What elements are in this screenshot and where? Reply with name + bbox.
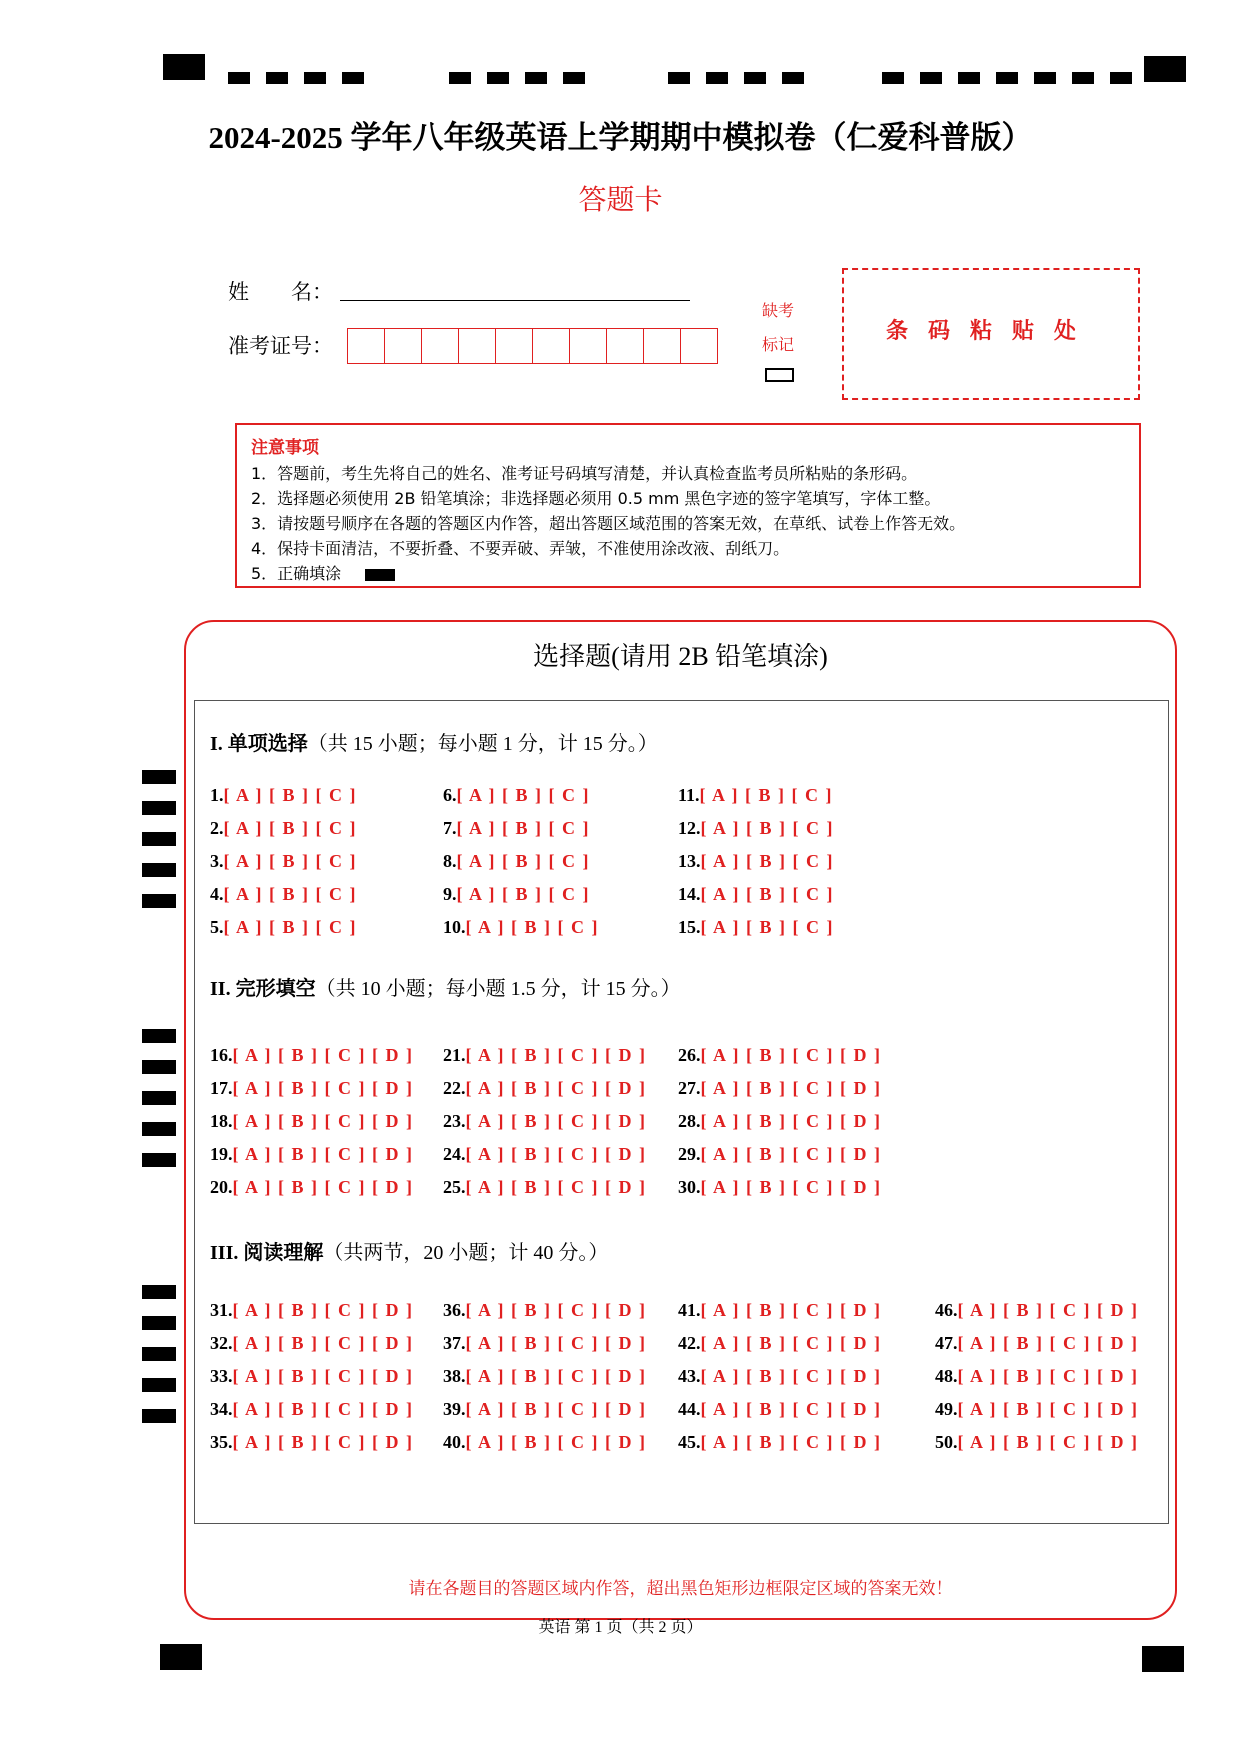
answer-options[interactable]: [ A ] [ B ] [ C ]	[456, 818, 590, 838]
question-number: 4.	[210, 884, 224, 904]
name-field[interactable]	[340, 298, 690, 301]
alignment-mark	[525, 72, 547, 84]
alignment-mark	[996, 72, 1018, 84]
answer-options[interactable]: [ A ] [ B ] [ C ] [ D ]	[465, 1111, 647, 1131]
alignment-mark	[487, 72, 509, 84]
page-title: 2024-2025 学年八年级英语上学期期中模拟卷（仁爱科普版）	[208, 120, 1033, 155]
question-item	[678, 1045, 881, 1066]
question-item	[443, 1432, 646, 1453]
question-item	[210, 1111, 413, 1132]
answer-options[interactable]: [ A ] [ B ] [ C ] [ D ]	[700, 1111, 882, 1131]
answer-options[interactable]: [ A ] [ B ] [ C ] [ D ]	[465, 1177, 647, 1197]
alignment-mark	[142, 770, 176, 784]
question-item	[210, 1078, 413, 1099]
answer-options[interactable]: [ A ] [ B ] [ C ] [ D ]	[957, 1366, 1139, 1386]
question-item	[443, 1177, 646, 1198]
question-number: 13.	[678, 851, 701, 871]
question-number: 39.	[443, 1399, 466, 1419]
alignment-mark	[142, 1122, 176, 1136]
question-number: 27.	[678, 1078, 701, 1098]
question-number: 16.	[210, 1045, 233, 1065]
question-item	[210, 1177, 413, 1198]
answer-options[interactable]: [ A ] [ B ] [ C ] [ D ]	[465, 1144, 647, 1164]
answer-options[interactable]: [ A ] [ B ] [ C ]	[223, 917, 357, 937]
question-number: 9.	[443, 884, 457, 904]
question-number: 30.	[678, 1177, 701, 1197]
question-number: 49.	[935, 1399, 958, 1419]
id-digit-box[interactable]	[496, 329, 533, 363]
alignment-mark	[1142, 1646, 1184, 1672]
question-number: 35.	[210, 1432, 233, 1452]
section-title-1: I. 单项选择（共 15 小题；每小题 1 分，计 15 分。）	[210, 733, 658, 755]
id-digit-box[interactable]	[422, 329, 459, 363]
page-subtitle: 答题卡	[578, 185, 663, 216]
alignment-mark	[142, 1153, 176, 1167]
alignment-mark	[142, 1378, 176, 1392]
alignment-mark	[142, 1060, 176, 1074]
question-number: 48.	[935, 1366, 958, 1386]
question-item	[678, 1399, 881, 1420]
absent-label-2: 标记	[762, 337, 795, 354]
answer-options[interactable]: [ A ] [ B ] [ C ] [ D ]	[465, 1078, 647, 1098]
question-number: 21.	[443, 1045, 466, 1065]
question-item	[678, 884, 834, 905]
alignment-mark	[228, 72, 250, 84]
alignment-mark	[744, 72, 766, 84]
question-item	[678, 1300, 881, 1321]
alignment-mark	[142, 1347, 176, 1361]
page-number: 英语 第 1 页（共 2 页）	[538, 1619, 703, 1636]
answer-options[interactable]: [ A ] [ B ] [ C ]	[223, 785, 357, 805]
notice-item: 1．答题前，考生先将自己的姓名、准考证号码填写清楚，并认真检查监考员所粘贴的条形码。	[251, 464, 918, 483]
question-number: 37.	[443, 1333, 466, 1353]
alignment-mark	[163, 54, 205, 80]
question-number: 3.	[210, 851, 224, 871]
question-number: 32.	[210, 1333, 233, 1353]
alignment-mark	[142, 863, 176, 877]
section-title-2: II. 完形填空（共 10 小题；每小题 1.5 分，计 15 分。）	[210, 978, 681, 1000]
question-item	[210, 917, 357, 938]
answer-options[interactable]: [ A ] [ B ] [ C ] [ D ]	[232, 1399, 414, 1419]
answer-options[interactable]: [ A ] [ B ] [ C ] [ D ]	[700, 1078, 882, 1098]
answer-options[interactable]: [ A ] [ B ] [ C ]	[700, 818, 834, 838]
question-number: 36.	[443, 1300, 466, 1320]
question-item	[678, 1432, 881, 1453]
answer-options[interactable]: [ A ] [ B ] [ C ]	[700, 917, 834, 937]
alignment-mark	[142, 1029, 176, 1043]
question-number: 25.	[443, 1177, 466, 1197]
question-number: 33.	[210, 1366, 233, 1386]
alignment-mark	[142, 1316, 176, 1330]
answer-options[interactable]: [ A ] [ B ] [ C ] [ D ]	[957, 1432, 1139, 1452]
question-number: 23.	[443, 1111, 466, 1131]
section-title-3: III. 阅读理解（共两节，20 小题；计 40 分。）	[210, 1242, 609, 1264]
correct-fill-sample	[365, 569, 395, 581]
question-number: 43.	[678, 1366, 701, 1386]
answer-options[interactable]: [ A ] [ B ] [ C ] [ D ]	[232, 1177, 414, 1197]
alignment-mark	[1144, 56, 1186, 82]
question-number: 29.	[678, 1144, 701, 1164]
answer-options[interactable]: [ A ] [ B ] [ C ] [ D ]	[957, 1399, 1139, 1419]
question-item	[443, 1366, 646, 1387]
question-item	[678, 818, 834, 839]
alignment-mark	[142, 1091, 176, 1105]
question-number: 12.	[678, 818, 701, 838]
alignment-mark	[142, 1285, 176, 1299]
question-number: 47.	[935, 1333, 958, 1353]
answer-options[interactable]: [ A ] [ B ] [ C ] [ D ]	[232, 1078, 414, 1098]
question-item	[210, 1045, 413, 1066]
answer-options[interactable]: [ A ] [ B ] [ C ] [ D ]	[700, 1144, 882, 1164]
answer-options[interactable]: [ A ] [ B ] [ C ]	[700, 884, 834, 904]
exam-id-field[interactable]	[347, 328, 718, 364]
alignment-mark	[142, 832, 176, 846]
question-number: 45.	[678, 1432, 701, 1452]
alignment-mark	[958, 72, 980, 84]
question-item	[443, 917, 599, 938]
question-number: 11.	[678, 785, 700, 805]
answer-options[interactable]: [ A ] [ B ] [ C ]	[700, 851, 834, 871]
answer-options[interactable]: [ A ] [ B ] [ C ] [ D ]	[465, 1432, 647, 1452]
id-digit-box[interactable]	[607, 329, 644, 363]
absent-label-1: 缺考	[762, 303, 795, 320]
question-number: 28.	[678, 1111, 701, 1131]
question-item	[210, 851, 357, 872]
answer-options[interactable]: [ A ] [ B ] [ C ] [ D ]	[232, 1366, 414, 1386]
alignment-mark	[1110, 72, 1132, 84]
question-number: 40.	[443, 1432, 466, 1452]
question-number: 2.	[210, 818, 224, 838]
question-number: 8.	[443, 851, 457, 871]
answer-options[interactable]: [ A ] [ B ] [ C ]	[223, 818, 357, 838]
alignment-mark	[668, 72, 690, 84]
answer-options[interactable]: [ A ] [ B ] [ C ] [ D ]	[700, 1177, 882, 1197]
absent-mark-box[interactable]	[765, 368, 794, 382]
answer-options[interactable]: [ A ] [ B ] [ C ] [ D ]	[465, 1399, 647, 1419]
id-digit-box[interactable]	[570, 329, 607, 363]
question-number: 41.	[678, 1300, 701, 1320]
question-item	[935, 1333, 1138, 1354]
answer-options[interactable]: [ A ] [ B ] [ C ] [ D ]	[957, 1333, 1139, 1353]
question-item	[935, 1432, 1138, 1453]
question-item	[678, 917, 834, 938]
question-item	[678, 1177, 881, 1198]
answer-options[interactable]: [ A ] [ B ] [ C ]	[465, 917, 599, 937]
question-item	[443, 1399, 646, 1420]
question-item	[678, 851, 834, 872]
question-item	[443, 1333, 646, 1354]
question-number: 44.	[678, 1399, 701, 1419]
question-item	[443, 1111, 646, 1132]
answer-options[interactable]: [ A ] [ B ] [ C ]	[699, 785, 833, 805]
id-digit-box[interactable]	[533, 329, 570, 363]
answer-options[interactable]: [ A ] [ B ] [ C ] [ D ]	[700, 1300, 882, 1320]
question-item	[210, 1300, 413, 1321]
question-item	[210, 1366, 413, 1387]
question-item	[678, 1144, 881, 1165]
answer-options[interactable]: [ A ] [ B ] [ C ] [ D ]	[465, 1300, 647, 1320]
alignment-mark	[920, 72, 942, 84]
question-item	[210, 1399, 413, 1420]
id-digit-box[interactable]	[348, 329, 385, 363]
answer-warning: 请在各题目的答题区域内作答，超出黑色矩形边框限定区域的答案无效！	[408, 1579, 953, 1599]
alignment-mark	[142, 801, 176, 815]
answer-options[interactable]: [ A ] [ B ] [ C ]	[223, 884, 357, 904]
question-number: 10.	[443, 917, 466, 937]
question-item	[210, 884, 357, 905]
question-number: 26.	[678, 1045, 701, 1065]
question-item	[678, 1366, 881, 1387]
alignment-mark	[266, 72, 288, 84]
answer-options[interactable]: [ A ] [ B ] [ C ] [ D ]	[700, 1366, 882, 1386]
alignment-mark	[449, 72, 471, 84]
question-number: 38.	[443, 1366, 466, 1386]
question-number: 22.	[443, 1078, 466, 1098]
notice-item: 5．正确填涂	[251, 564, 342, 583]
notice-box	[235, 423, 1141, 588]
answer-options[interactable]: [ A ] [ B ] [ C ] [ D ]	[465, 1333, 647, 1353]
answer-options[interactable]: [ A ] [ B ] [ C ] [ D ]	[232, 1333, 414, 1353]
alignment-mark	[142, 1409, 176, 1423]
notice-title: 注意事项	[251, 438, 319, 458]
question-item	[678, 785, 833, 806]
question-item	[210, 785, 357, 806]
answer-options[interactable]: [ A ] [ B ] [ C ] [ D ]	[232, 1432, 414, 1452]
question-item	[678, 1111, 881, 1132]
question-number: 7.	[443, 818, 457, 838]
question-item	[210, 1333, 413, 1354]
question-number: 15.	[678, 917, 701, 937]
question-number: 31.	[210, 1300, 233, 1320]
question-item	[443, 851, 590, 872]
alignment-mark	[706, 72, 728, 84]
question-item	[443, 1045, 646, 1066]
barcode-area	[842, 268, 1140, 400]
answer-options[interactable]: [ A ] [ B ] [ C ]	[456, 785, 590, 805]
answer-options[interactable]: [ A ] [ B ] [ C ] [ D ]	[232, 1144, 414, 1164]
answer-options[interactable]: [ A ] [ B ] [ C ] [ D ]	[232, 1300, 414, 1320]
barcode-label: 条码粘贴处	[885, 318, 1096, 343]
alignment-mark	[1034, 72, 1056, 84]
question-item	[443, 884, 590, 905]
answer-options[interactable]: [ A ] [ B ] [ C ]	[456, 851, 590, 871]
answer-options[interactable]: [ A ] [ B ] [ C ] [ D ]	[700, 1045, 882, 1065]
answer-options[interactable]: [ A ] [ B ] [ C ] [ D ]	[700, 1399, 882, 1419]
answer-options[interactable]: [ A ] [ B ] [ C ]	[456, 884, 590, 904]
question-item	[210, 818, 357, 839]
alignment-mark	[1072, 72, 1094, 84]
alignment-mark	[882, 72, 904, 84]
answer-options[interactable]: [ A ] [ B ] [ C ] [ D ]	[465, 1366, 647, 1386]
question-number: 5.	[210, 917, 224, 937]
question-item	[935, 1300, 1138, 1321]
question-item	[443, 818, 590, 839]
answer-options[interactable]: [ A ] [ B ] [ C ] [ D ]	[700, 1432, 882, 1452]
question-number: 46.	[935, 1300, 958, 1320]
question-number: 19.	[210, 1144, 233, 1164]
answer-area-title: 选择题(请用 2B 铅笔填涂)	[533, 642, 828, 671]
alignment-mark	[160, 1644, 202, 1670]
notice-item: 4．保持卡面清洁，不要折叠、不要弄破、弄皱，不准使用涂改液、刮纸刀。	[251, 539, 790, 558]
answer-options[interactable]: [ A ] [ B ] [ C ]	[223, 851, 357, 871]
question-item	[935, 1399, 1138, 1420]
alignment-mark	[342, 72, 364, 84]
question-item	[443, 1300, 646, 1321]
question-number: 17.	[210, 1078, 233, 1098]
question-number: 34.	[210, 1399, 233, 1419]
question-item	[210, 1432, 413, 1453]
id-digit-box[interactable]	[644, 329, 681, 363]
name-label: 姓 名：	[228, 280, 333, 304]
question-number: 1.	[210, 785, 224, 805]
id-digit-box[interactable]	[681, 329, 717, 363]
question-item	[678, 1078, 881, 1099]
notice-item: 3．请按题号顺序在各题的答题区内作答，超出答题区域范围的答案无效，在草纸、试卷上作答无效。	[251, 514, 966, 533]
question-number: 20.	[210, 1177, 233, 1197]
alignment-mark	[142, 894, 176, 908]
question-item	[443, 1078, 646, 1099]
question-number: 14.	[678, 884, 701, 904]
question-number: 18.	[210, 1111, 233, 1131]
question-number: 50.	[935, 1432, 958, 1452]
alignment-mark	[782, 72, 804, 84]
question-number: 42.	[678, 1333, 701, 1353]
answer-options[interactable]: [ A ] [ B ] [ C ] [ D ]	[465, 1045, 647, 1065]
question-item	[443, 1144, 646, 1165]
id-label: 准考证号：	[228, 334, 333, 358]
question-item	[210, 1144, 413, 1165]
question-item	[678, 1333, 881, 1354]
answer-options[interactable]: [ A ] [ B ] [ C ] [ D ]	[957, 1300, 1139, 1320]
id-digit-box[interactable]	[459, 329, 496, 363]
alignment-mark	[304, 72, 326, 84]
question-number: 24.	[443, 1144, 466, 1164]
question-item	[443, 785, 590, 806]
question-number: 6.	[443, 785, 457, 805]
answer-options[interactable]: [ A ] [ B ] [ C ] [ D ]	[232, 1045, 414, 1065]
notice-item: 2．选择题必须使用 2B 铅笔填涂；非选择题必须用 0.5 mm 黑色字迹的签字笔填写，字体工整。	[251, 489, 941, 508]
id-digit-box[interactable]	[385, 329, 422, 363]
answer-options[interactable]: [ A ] [ B ] [ C ] [ D ]	[700, 1333, 882, 1353]
question-item	[935, 1366, 1138, 1387]
answer-options[interactable]: [ A ] [ B ] [ C ] [ D ]	[232, 1111, 414, 1131]
alignment-mark	[563, 72, 585, 84]
